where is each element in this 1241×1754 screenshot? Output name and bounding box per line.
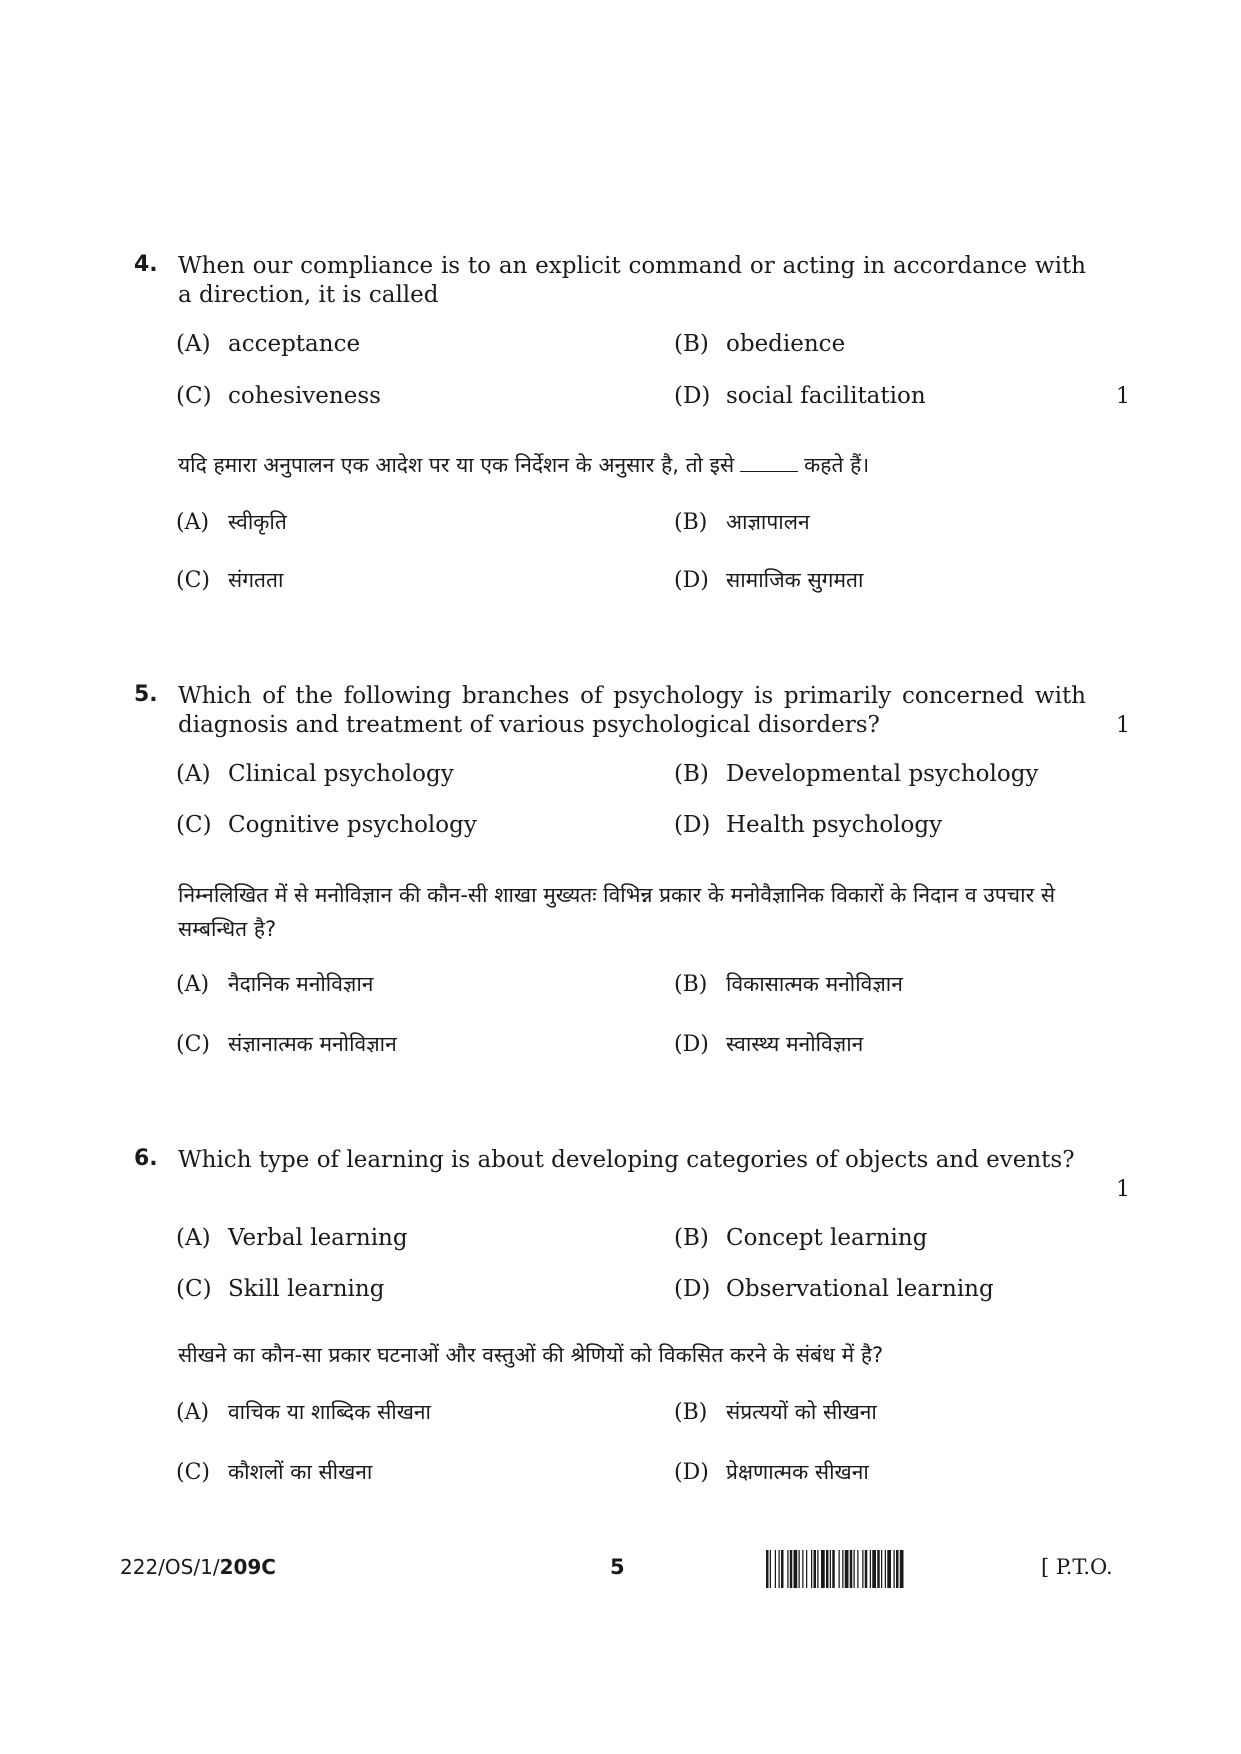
- option-label: (D): [674, 1032, 709, 1057]
- option-text: Skill learning: [228, 1276, 385, 1302]
- hindi-option-d: [674, 566, 863, 595]
- barcode: [766, 1550, 1024, 1588]
- option-text: Developmental psychology: [726, 761, 1039, 787]
- hindi-option-c: [176, 566, 283, 595]
- hindi-option-a: [176, 970, 373, 999]
- paper-code-suffix: 209C: [219, 1555, 276, 1579]
- option-text: वाचिक या शाब्दिक सीखना: [228, 1400, 431, 1424]
- option-text: नैदानिक मनोविज्ञान: [228, 972, 374, 996]
- option-c: [176, 1275, 384, 1304]
- option-label: (D): [674, 1460, 709, 1485]
- fill-in-blank: [740, 471, 798, 472]
- hindi-text-after: कहते हैं।: [804, 453, 870, 477]
- option-d: [674, 1275, 994, 1304]
- option-a: [176, 1224, 408, 1253]
- option-label: (C): [176, 1032, 210, 1057]
- option-text: acceptance: [228, 331, 361, 357]
- option-label: (D): [674, 383, 711, 409]
- hindi-option-c: [176, 1458, 372, 1487]
- question-number: 6.: [134, 1146, 158, 1171]
- option-text: प्रेक्षणात्मक सीखना: [726, 1460, 869, 1484]
- option-label: (A): [176, 761, 211, 787]
- option-label: (A): [176, 972, 210, 997]
- option-b: [674, 330, 845, 359]
- question-number: 4.: [134, 252, 158, 277]
- option-d: [674, 382, 926, 411]
- option-text: Cognitive psychology: [228, 812, 477, 838]
- option-text: social facilitation: [726, 383, 926, 409]
- option-text: संगतता: [228, 568, 284, 592]
- option-b: [674, 1224, 927, 1253]
- hindi-option-b: [674, 970, 903, 999]
- hindi-question-text: निम्नलिखित में से मनोविज्ञान की कौन-सी शाखा मुख्यतः विभिन्न प्रकार के मनोवैज्ञानिक विकारों के निदान व उपचार से सम्बन्धित है?: [178, 883, 1056, 941]
- option-text: संज्ञानात्मक मनोविज्ञान: [228, 1032, 397, 1056]
- option-label: (A): [176, 1400, 210, 1425]
- option-label: (B): [674, 331, 709, 357]
- option-label: (B): [674, 510, 708, 535]
- option-text: Observational learning: [726, 1276, 994, 1302]
- option-label: (B): [674, 1400, 708, 1425]
- option-label: (D): [674, 1276, 711, 1302]
- marks: 1: [1116, 1177, 1130, 1202]
- question-text: Which type of learning is about developing categories of objects and events?: [178, 1147, 1075, 1173]
- paper-code-prefix: 222/OS/1/: [120, 1555, 220, 1579]
- option-label: (C): [176, 1460, 210, 1485]
- hindi-option-a: [176, 508, 287, 537]
- option-text: संप्रत्ययों को सीखना: [726, 1400, 877, 1424]
- question-4: [130, 252, 1130, 612]
- hindi-option-b: [674, 508, 810, 537]
- option-label: (A): [176, 1225, 211, 1251]
- option-text: आज्ञापालन: [726, 510, 810, 534]
- hindi-option-d: [674, 1458, 869, 1487]
- option-text: सामाजिक सुगमता: [726, 568, 864, 592]
- option-label: (B): [674, 1225, 709, 1251]
- option-label: (C): [176, 1276, 212, 1302]
- question-number: 5.: [134, 682, 158, 707]
- option-text: cohesiveness: [228, 383, 381, 409]
- option-text: स्वास्थ्य मनोविज्ञान: [726, 1032, 864, 1056]
- option-text: कौशलों का सीखना: [228, 1460, 373, 1484]
- question-text: Which of the following branches of psychology is primarily concerned with diagnosis and treatment of various psychological disorders?: [178, 683, 1086, 738]
- option-text: obedience: [726, 331, 846, 357]
- option-label: (D): [674, 568, 709, 593]
- question-5: [130, 682, 1130, 1082]
- pto-label: [ P.T.O.: [1041, 1555, 1113, 1579]
- option-text: स्वीकृति: [228, 510, 287, 534]
- option-text: Clinical psychology: [228, 761, 454, 787]
- option-text: Health psychology: [726, 812, 943, 838]
- option-b: [674, 760, 1038, 789]
- marks: 1: [1116, 384, 1130, 409]
- option-label: (B): [674, 972, 708, 997]
- marks: 1: [1116, 713, 1130, 738]
- hindi-text-before: यदि हमारा अनुपालन एक आदेश पर या एक निर्देशन के अनुसार है, तो इसे: [178, 453, 735, 477]
- hindi-option-a: [176, 1398, 431, 1427]
- option-a: [176, 760, 454, 789]
- option-a: [176, 330, 360, 359]
- option-label: (A): [176, 331, 211, 357]
- option-label: (C): [176, 383, 212, 409]
- hindi-question-text: [178, 448, 1086, 482]
- question-6: [130, 1146, 1130, 1496]
- paper-code: [120, 1555, 276, 1579]
- option-label: (B): [674, 761, 709, 787]
- option-text: विकासात्मक मनोविज्ञान: [726, 972, 903, 996]
- option-c: [176, 811, 477, 840]
- option-label: (D): [674, 812, 711, 838]
- option-d: [674, 811, 942, 840]
- hindi-option-b: [674, 1398, 877, 1427]
- option-label: (C): [176, 812, 212, 838]
- option-label: (A): [176, 510, 210, 535]
- hindi-option-d: [674, 1030, 863, 1059]
- option-label: (C): [176, 568, 210, 593]
- question-text: When our compliance is to an explicit command or acting in accordance with a direction, it is called: [178, 253, 1086, 308]
- hindi-question-text: सीखने का कौन-सा प्रकार घटनाओं और वस्तुओं की श्रेणियों को विकसित करने के संबंध में है?: [178, 1343, 884, 1367]
- page-number: 5: [610, 1555, 625, 1579]
- hindi-option-c: [176, 1030, 397, 1059]
- option-text: Concept learning: [726, 1225, 928, 1251]
- option-c: [176, 382, 381, 411]
- option-text: Verbal learning: [228, 1225, 408, 1251]
